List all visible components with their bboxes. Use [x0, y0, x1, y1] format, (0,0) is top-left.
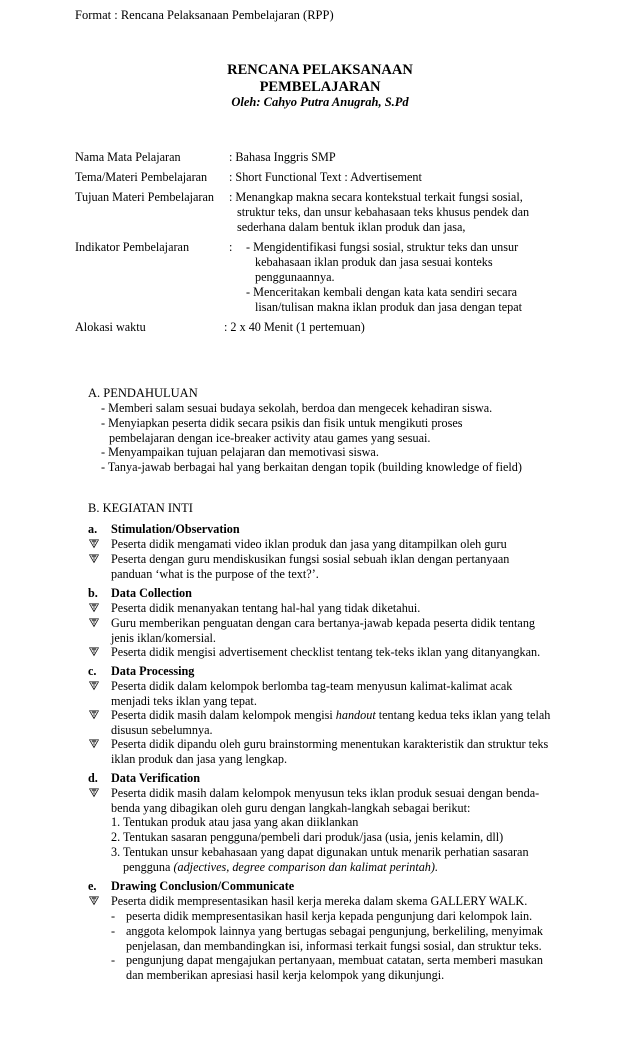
pendahuluan-item: - Tanya-jawab berbagai hal yang berkaitan dengan topik (building knowledge of field) [101, 460, 522, 474]
section-c-letter: c. [88, 664, 97, 678]
pendahuluan-item: - Menyiapkan peserta didik secara psikis dan fisik untuk mengikuti proses pembelajaran dengan ice-breaker activity atau games yang sesuai. [101, 416, 463, 445]
arrow-bullet-icon: ⮗ [88, 645, 101, 659]
pendahuluan-heading: A. PENDAHULUAN [88, 386, 198, 400]
section-d-step [111, 845, 563, 875]
section-c-item [111, 708, 571, 738]
section-d-step3-italic: (adjectives, degree comparison dan kalimat perintah). [173, 860, 439, 874]
section-b-item: Peserta didik mengisi advertisement checklist tentang tek-teks iklan yang ditanyangkan. [111, 645, 541, 659]
section-b-letter: b. [88, 586, 98, 600]
inti-heading: B. KEGIATAN INTI [88, 501, 193, 515]
section-a-item: Peserta didik mengamati video iklan produk dan jasa yang ditampilkan oleh guru [111, 537, 507, 551]
arrow-bullet-icon: ⮗ [88, 708, 101, 722]
author: Oleh: Cahyo Putra Anugrah, S.Pd [231, 95, 409, 109]
section-b-title: Data Collection [111, 586, 192, 600]
pendahuluan-item: - Memberi salam sesuai budaya sekolah, berdoa dan mengecek kehadiran siswa. [101, 401, 493, 415]
alokasi-label: Alokasi waktu [75, 320, 146, 334]
arrow-bullet-icon: ⮗ [88, 552, 101, 566]
section-c-item: Peserta didik dalam kelompok berlomba tag-team menyusun kalimat-kalimat acak menjadi teks iklan yang tepat. [111, 679, 513, 708]
alokasi-value: : 2 x 40 Menit (1 pertemuan) [224, 320, 365, 334]
tema-label: Tema/Materi Pembelajaran [75, 170, 208, 184]
section-e-sub: pengunjung dapat mengajukan pertanyaan, membuat catatan, serta memberi masukan dan memberikan apresiasi hasil kerja kelompok yang dikunjungi. [126, 953, 543, 982]
section-d-step: 1. Tentukan produk atau jasa yang akan diiklankan [111, 815, 359, 829]
title-line-1: RENCANA PELAKSANAAN [227, 62, 413, 78]
section-d-letter: d. [88, 771, 98, 785]
dash-marker: - [111, 924, 116, 938]
section-b-item: Peserta didik menanyakan tentang hal-hal yang tidak diketahui. [111, 601, 421, 615]
arrow-bullet-icon: ⮗ [88, 537, 101, 551]
indikator-item-2: - Menceritakan kembali dengan kata kata sendiri secara lisan/tulisan makna iklan produk dan jasa dengan tepat [246, 285, 523, 314]
title-line-2: PEMBELAJARAN [259, 79, 381, 95]
arrow-bullet-icon: ⮗ [88, 786, 101, 800]
section-d-item: Peserta didik masih dalam kelompok menyusun teks iklan produk sesuai dengan benda-benda yang dibagikan oleh guru dengan langkah-langkah sebagai berikut: [111, 786, 540, 815]
section-a-item: Peserta dengan guru mendiskusikan fungsi sosial sebuah iklan dengan pertanyaan panduan ‘what is the purpose of the text?’. [111, 552, 510, 581]
handout-word: handout [335, 708, 376, 722]
arrow-bullet-icon: ⮗ [88, 601, 101, 615]
section-e-sub: peserta didik mempresentasikan hasil kerja kepada pengunjung dari kelompok lain. [126, 909, 533, 923]
mapel-value: : Bahasa Inggris SMP [229, 150, 336, 164]
section-e-item: Peserta didik mempresentasikan hasil kerja mereka dalam skema GALLERY WALK. [111, 894, 528, 908]
section-d-step: 2. Tentukan sasaran pengguna/pembeli dari produk/jasa (usia, jenis kelamin, dll) [111, 830, 504, 844]
mapel-label: Nama Mata Pelajaran [75, 150, 181, 164]
section-c-title: Data Processing [111, 664, 195, 678]
section-d-title: Data Verification [111, 771, 201, 785]
section-b-item: Guru memberikan penguatan dengan cara bertanya-jawab kepada peserta didik tentang jenis iklan/komersial. [111, 616, 536, 645]
section-a-title: Stimulation/Observation [111, 522, 240, 536]
arrow-bullet-icon: ⮗ [88, 616, 101, 630]
indikator-item-1: - Mengidentifikasi fungsi sosial, struktur teks dan unsur kebahasaan iklan produk dan jasa sesuai konteks penggunaannya. [246, 240, 519, 284]
pendahuluan-item: - Menyampaikan tujuan pelajaran dan memotivasi siswa. [101, 445, 379, 459]
arrow-bullet-icon: ⮗ [88, 679, 101, 693]
tujuan-value: : Menangkap makna secara kontekstual terkait fungsi sosial, struktur teks, dan unsur kebahasaan teks khusus pendek dan sederhana dalam bentuk iklan produk dan jasa, [229, 190, 530, 234]
section-e-letter: e. [88, 879, 97, 893]
indikator-label: Indikator Pembelajaran [75, 240, 190, 254]
arrow-bullet-icon: ⮗ [88, 894, 101, 908]
tema-value: : Short Functional Text : Advertisement [229, 170, 422, 184]
dash-marker: - [111, 953, 116, 967]
tujuan-label: Tujuan Materi Pembelajaran [75, 190, 214, 204]
section-e-title: Drawing Conclusion/Communicate [111, 879, 295, 893]
indikator-colon: : [229, 240, 233, 254]
arrow-bullet-icon: ⮗ [88, 737, 101, 751]
section-e-sub: anggota kelompok lainnya yang bertugas sebagai pengunjung, berkeliling, menyimak penjelasan, dan membandingkan isi, informasi terkait fungsi sosial, dan struktur teks. [126, 924, 543, 953]
section-d-step3-text: 3. Tentukan unsur kebahasaan yang dapat digunakan untuk menarik perhatian sasaran pengguna [111, 845, 529, 874]
section-a-letter: a. [88, 522, 98, 536]
section-c-item: Peserta didik dipandu oleh guru brainstorming menentukan karakteristik dan struktur teks iklan produk dan jasa yang lengkap. [111, 737, 549, 766]
section-c-item2-rest: tentang kedua teks iklan yang telah disusun sebelumnya. [111, 708, 551, 737]
dash-marker: - [111, 909, 116, 923]
section-c-item2-text: Peserta didik masih dalam kelompok mengisi [111, 708, 336, 722]
format-header: Format : Rencana Pelaksanaan Pembelajaran (RPP) [75, 8, 334, 22]
